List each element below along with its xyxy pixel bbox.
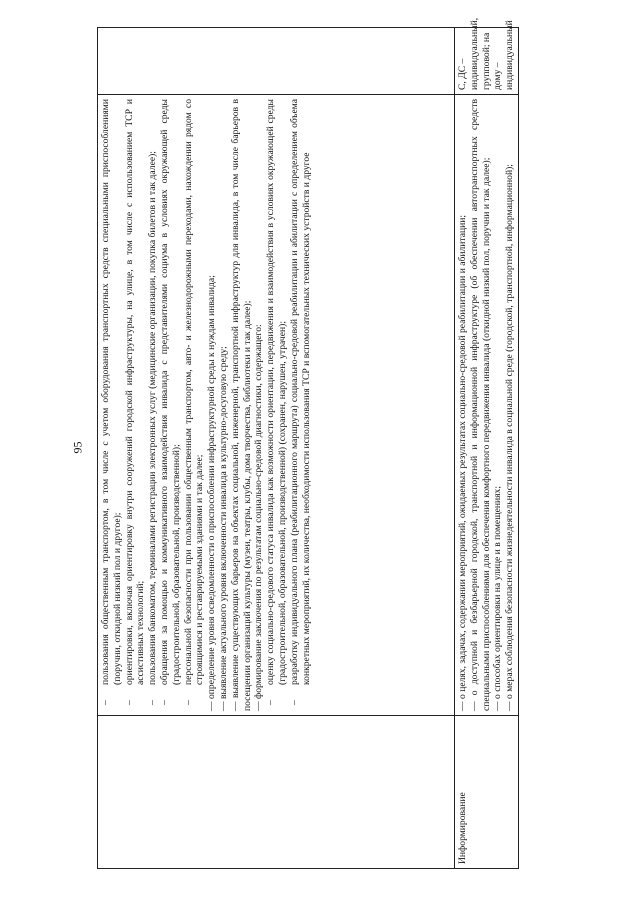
list-item: — выявление актуального уровня включенности инвалида в культурно-досуговую среду; [217,346,229,711]
content-cell [98,95,455,716]
table-row [455,28,519,869]
list-item: –оценку социально-средового статуса инвалида как возможности ориентации, передвижения и взаимодействия в условиях окружающей среды (градостроительной, образовательной, производственной) (сохранен, нарушен, утрачен); [265,99,288,705]
list-item: –персональной безопасности при пользовании общественным транспортом, авто- и железнодорожными переходами, нахождении рядом со строящимися и реставрируемыми зданиями и так далее; [182,99,206,705]
form-cell [98,28,455,95]
table-row [98,28,455,869]
list-item: — о целях, задачах, содержании мероприятий, ожидаемых результатах социально-средовой реабилитации и абилитации; [457,214,468,711]
list-item: –обращения за помощью и коммуникативного взаимодействия инвалида с представителями социума в условиях окружающей среды (градостроительной, образовательной, производственной); [158,99,182,705]
list-item: — о доступной и безбарьерной городской, транспортной и информационной инфраструктуре (об обеспечении автотранспортных средств специальными приспособлениями для обеспечения комфортного передвижения инвалида (откидной низкий пол, поручни и так далее); [468,99,492,711]
list-item: — о способах ориентировки на улице и в помещениях; [492,486,504,711]
category-cell [98,716,455,869]
page-number: 95 [70,441,85,454]
list-item: –разработку индивидуального плана (реабилитационного маршрута) социально-средовой реабилитации и абилитации с определением объема конкретных мероприятий, их количества, необходимости использования ТСР и вспомогательных технических устройств и другое [288,99,312,705]
list-item: — о мерах соблюдения безопасности жизнедеятельности инвалида в социальной среде (городской, транспортной, информационной); [504,164,516,711]
list-item: — определение уровня осведомленности о приспособлении инфраструктурной среды к нуждам инвалида; [206,275,218,711]
category-cell: Информирование [455,716,519,869]
list-item: –пользования банкоматом, терминалами регистрации электронных услуг (медицинские организации, покупка билетов и так далее); [147,151,159,705]
list-item: — формирование заключения по результатам социально-средовой диагностики, содержащего: [253,324,265,711]
list-item: — выявление существующих барьеров на объектах социальной, инженерной, транспортной инфраструктур для инвалида, в том числе барьеров в посещении организаций культуры (музеи, театры, клубы, дома творчества, библиотеки и так далее); [229,99,253,711]
form-cell: С, ДС – индивидуальный, групповой; на дому – индивидуальный [455,28,519,95]
rehabilitation-table [97,17,519,869]
list-item: –пользования общественным транспортом, в том числе с учетом оборудования транспортных средств специальными приспособлениями (поручни, откидной низкий пол и другое); [100,99,123,705]
list-item: –ориентировки, включая ориентировку внутри сооружений городской инфраструктуры, на улице, в том числе с использованием ТСР и ассистивных технологий; [123,99,147,705]
content-cell [455,95,519,716]
